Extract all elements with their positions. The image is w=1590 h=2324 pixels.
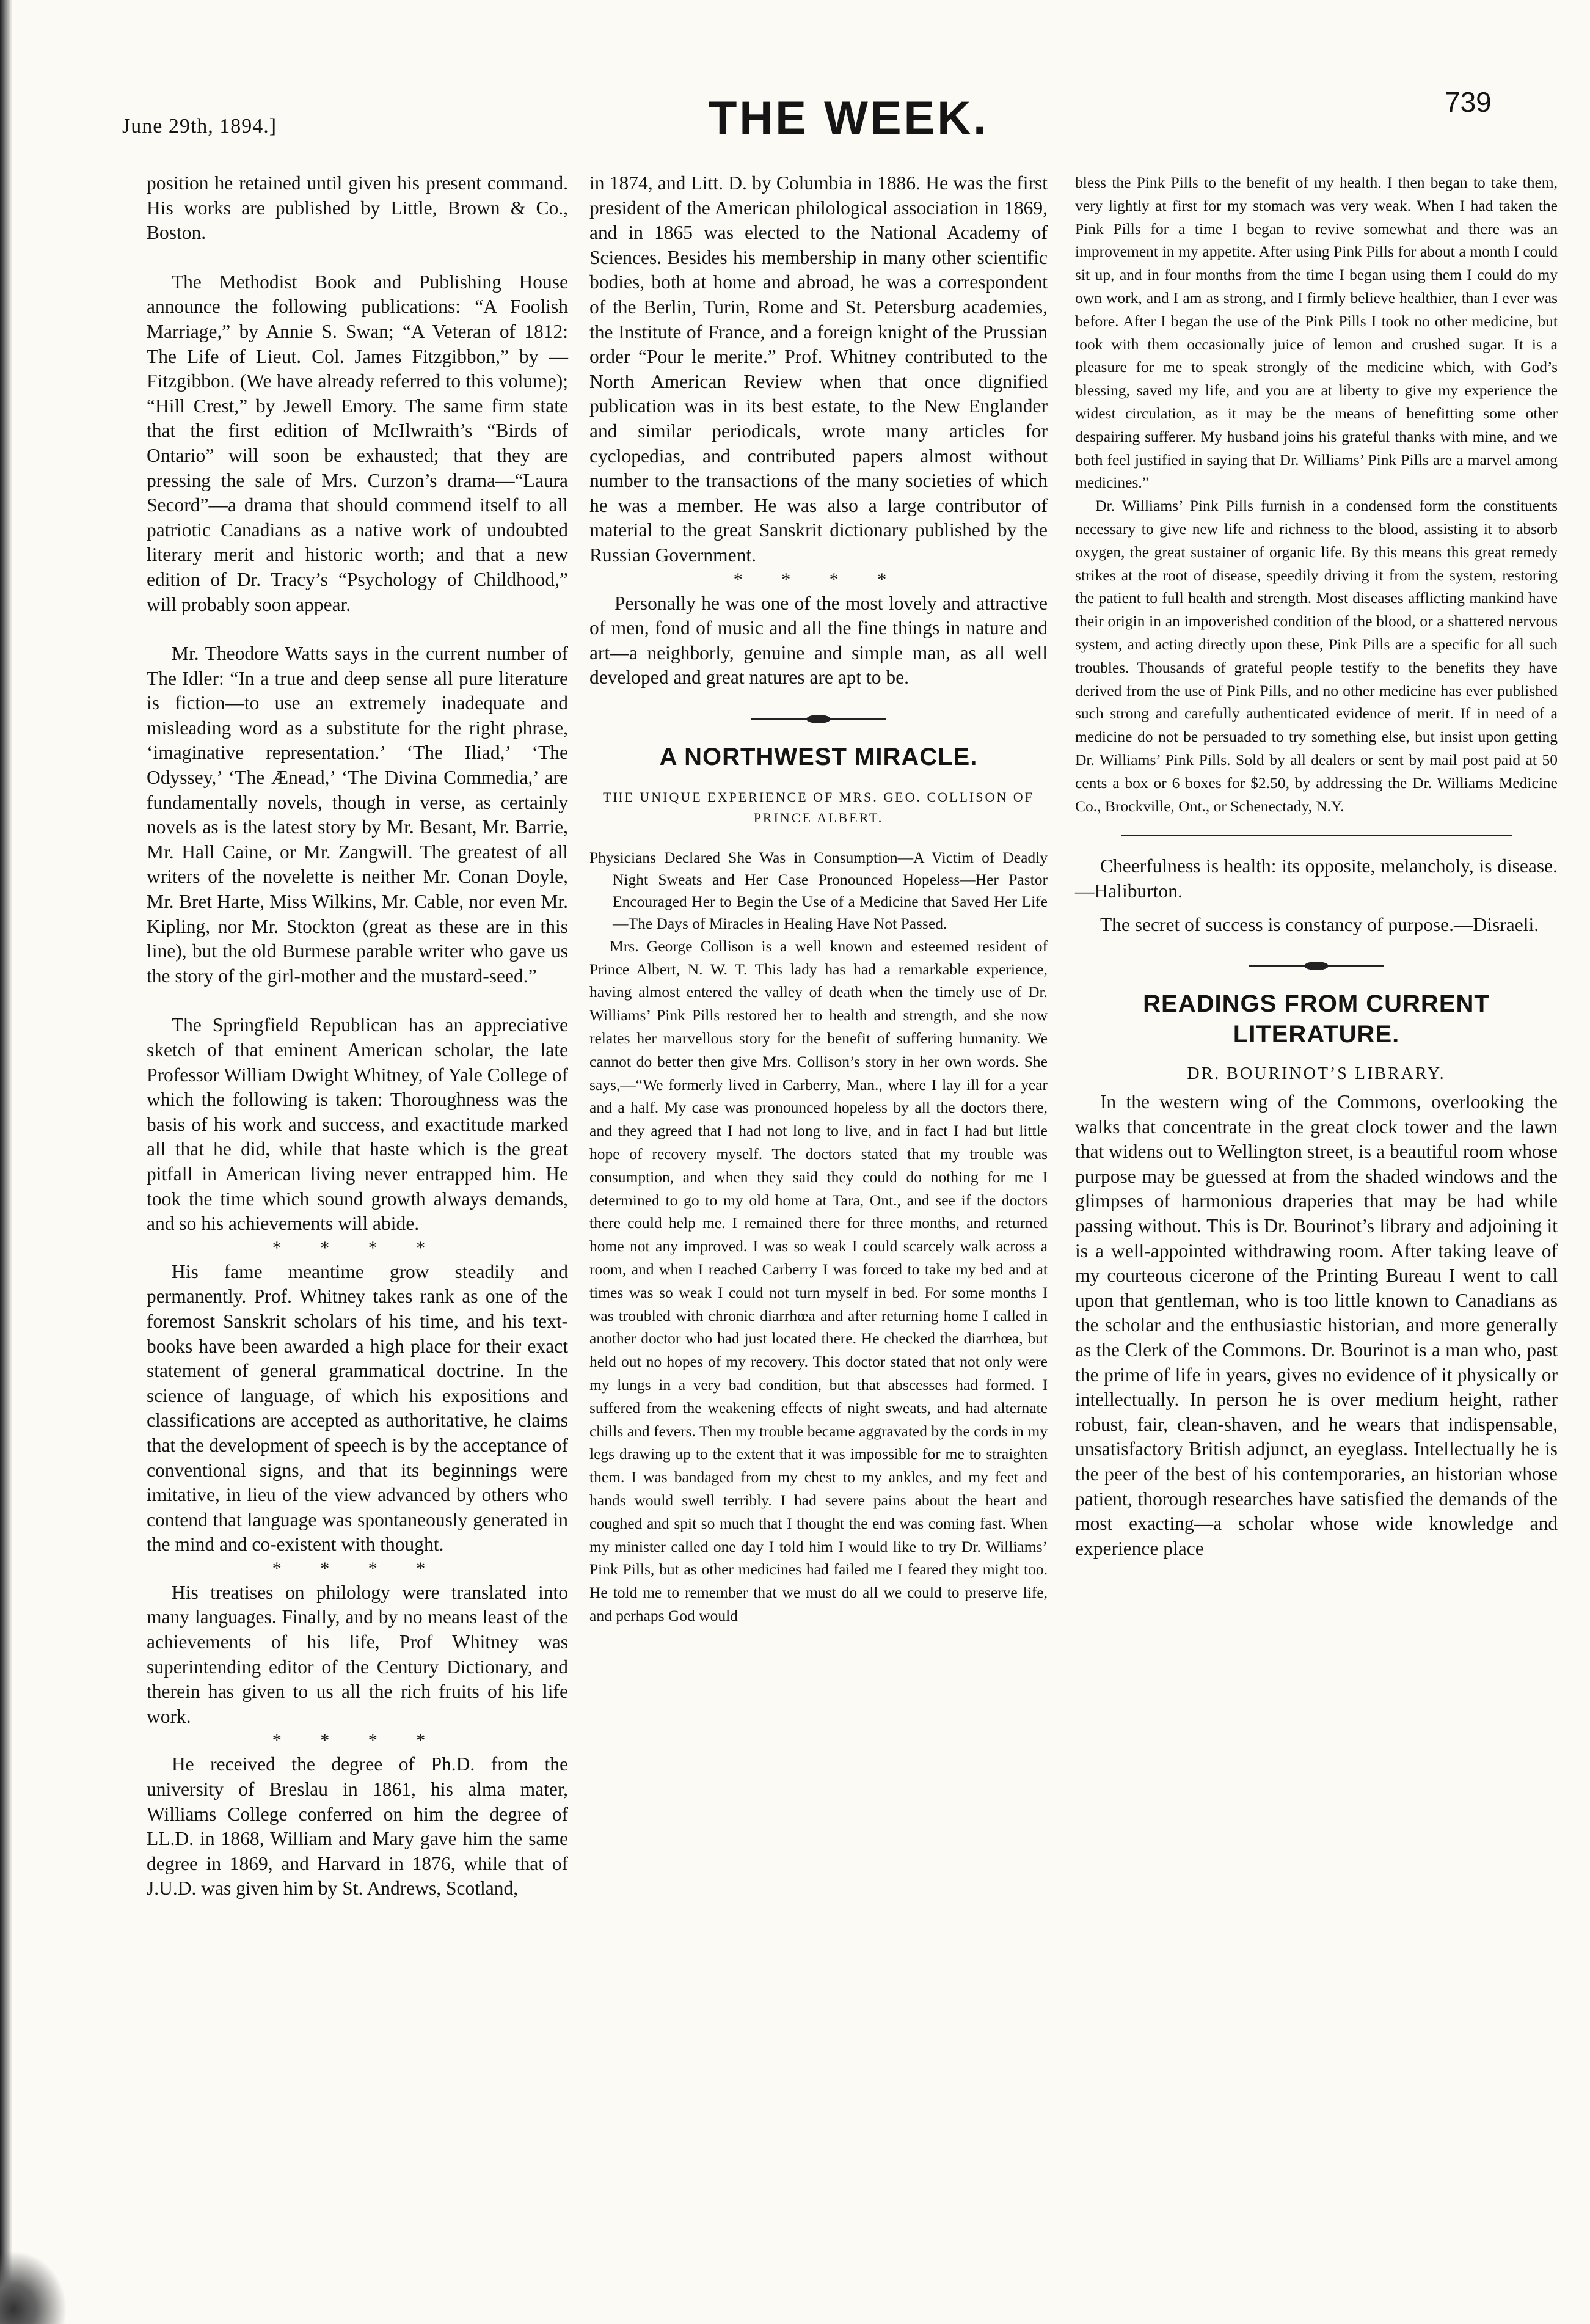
article-summary: Physicians Declared She Was in Consumption—A Victim of Deadly Night Sweats and Her Case Pronounced Hopeless—Her Pastor Encouraged Her to Begin the Use of a Medicine that Saved Her Life—The Days of Miracles in Healing Have Not Passed. bbox=[589, 848, 1048, 932]
paragraph: Dr. Williams’ Pink Pills furnish in a condensed form the constituents necessary to give new life and richness to the blood, assisting it to absorb oxygen, the great sustainer of organic life. By this means this great remedy strikes at the root of disease, speedily driving it from the system, restoring the patient to full health and strength. Most diseases afflicting mankind have their origin in an impoverished condition of the blood, or a shattered nervous system, and acting directly upon these, Pink Pills are a specific for all such troubles. Thousands of grateful people testify to the benefits they have derived from the use of Pink Pills, and no other medicine has ever published such strong and carefully authenticated evidence of merit. If in need of a medicine do not be persuaded to try something else, but insist upon getting Dr. Williams’ Pink Pills. Sold by all dealers or sent by mail post paid at 50 cents a box or 6 boxes for $2.50, by addressing the Dr. Williams Medicine Co., Brockville, Ont., or Schenectady, N.Y. bbox=[1075, 497, 1558, 815]
page-corner-blot bbox=[0, 2251, 67, 2324]
section-divider-stars: * * * * bbox=[272, 1558, 443, 1579]
quote: The secret of success is constancy of purpose.—Disraeli. bbox=[1100, 913, 1539, 935]
ornamental-rule bbox=[1249, 962, 1384, 970]
paragraph: bless the Pink Pills to the benefit of my health. I then began to take them, very lightly at first for my stomach was very weak. When I had taken the Pink Pills for a time I began to revive somewhat and there was an improvement in my appetite. After using Pink Pills for about a month I could sit up, and in four months from the time I began using them I could do my own work, and I am as strong, and I firmly believe healthier, than I ever was before. After I began the use of the Pink Pills I took no other medicine, but took with them occasionally juice of lemon and crushed sugar. It is a pleasure for me to speak strongly of the medicine which, with God’s blessing, saved my life, and you are at liberty to give my experience the widest circulation, as it may be the means of benefitting some other despairing sufferer. My husband joins his grateful thanks with mine, and we both feel justified in saying that Dr. Williams’ Pink Pills are a marvel among medicines.” bbox=[1075, 174, 1558, 492]
column-rule bbox=[1121, 831, 1512, 839]
paragraph: In the western wing of the Commons, overlooking the walks that concentrate in the great clock tower and the lawn that widens out to Wellington street, is a beautiful room whose purpose may be guessed at from the shaded windows and the glimpses of harmonious draperies that may be had while passing without. This is Dr. Bourinot’s library and adjoining it is a well-appointed withdrawing room. After taking leave of my courteous cicerone of the Printing Bureau I went to call upon that gentleman, who is too little known to Canadians as the scholar and the enthusiastic historian, and more generally as the Clerk of the Commons. Dr. Bourinot is a man who, past the prime of life in years, gives no evidence of it physically or intellectually. In person he is over medium height, rather robust, fair, clean-shaven, and he wears that indispensable, unsatisfactory British adjunct, an eyeglass. Intellectually he is the peer of the best of his contemporaries, an historian whose patient, thorough researches have satisfied the demands of the most exacting—a scholar whose wide knowledge and experience place bbox=[1075, 1091, 1558, 1559]
column-2 bbox=[589, 171, 1048, 1628]
article-title: A NORTHWEST MIRACLE. bbox=[659, 743, 978, 770]
paragraph: His fame meantime grow steadily and permanently. Prof. Whitney takes rank as one of the foremost Sanskrit scholars of his time, and his text-books have been awarded a high place for their exact statement of general grammatical doctrine. In the science of language, of which his expositions and classifications are accepted as authoritative, he claims that the development of speech is by the acceptance of conventional signs, and that its beginnings were imitative, in lieu of the view advanced by others who contend that language was spontaneously generated in the mind and co-existent with thought. bbox=[147, 1260, 568, 1555]
ornamental-rule bbox=[751, 715, 886, 723]
issue-date: June 29th, 1894.] bbox=[122, 115, 277, 137]
paragraph: The Methodist Book and Publishing House announce the following publications: “A Foolish Marriage,” by Annie S. Swan; “A Veteran of 1812: The Life of Lieut. Col. James Fitzgibbon,” by — Fitzgibbon. (We have already referred to this volume); “Hill Crest,” by Jewell Emory. The same firm state that the first edition of McIlwraith’s “Birds of Ontario” will soon be exhausted; that they are pressing the sale of Mrs. Curzon’s drama—“Laura Secord”—a drama that should commend itself to all patriotic Canadians as a native work of undoubted literary merit and historic worth; and that a new edition of Dr. Tracy’s “Psychology of Childhood,” will probably soon appear. bbox=[147, 271, 568, 615]
paragraph: His treatises on philology were translated into many languages. Finally, and by no means least of the achievements of his life, Prof Whitney was superintending editor of the Century Dictionary, and therein has given to us all the rich fruits of his life work. bbox=[147, 1581, 568, 1727]
paragraph: Mrs. George Collison is a well known and esteemed resident of Prince Albert, N. W. T. This lady has had a remarkable experience, having almost entered the valley of death when the timely use of Dr. Williams’ Pink Pills restored her to health and strength, and she now relates her marvellous story for the benefit of suffering humanity. We cannot do better then give Mrs. Collison’s story in her own words. She says,—“We formerly lived in Carberry, Man., where I lay ill for a year and a half. My case was pronounced hopeless by all the doctors there, and they agreed that I had not long to live, and in fact I had but little hope of recovery myself. The doctors stated that my trouble was consumption, and when they said they could do nothing for me I determined to go to my old home at Tara, Ont., and see if the doctors there could help me. I remained there for three months, and returned home not any improved. I was so weak I could scarcely walk across a room, and when I reached Carberry I was forced to take my bed and at times was so weak I could not turn myself in bed. For some months I was troubled with chronic diarrhœa and after returning home I called in another doctor who had just located there. He checked the diarrhœa, but held out no hopes of my recovery. This doctor stated that not only were my lungs in a very bad condition, but that abscesses had formed. I suffered from the weakening effects of night sweats, and had alternate chills and fevers. Then my trouble became aggravated by the cords in my legs drawing up to the extent that it was impossible for me to straighten them. I was bandaged from my chest to my ankles, and my feet and hands would swell terribly. I had severe pains about the heart and coughed and spit so much that I thought the end was coming fast. When my minister called one day I told him I would like to try Dr. Williams’ Pink Pills, but as other medicines had failed me I feared they might too. He told me to remember that we must do all we could to preserve life, and perhaps God would bbox=[589, 937, 1048, 1624]
article-subtitle: THE UNIQUE EXPERIENCE OF MRS. GEO. COLLISON OF PRINCE ALBERT. bbox=[603, 789, 1034, 825]
paragraph: The Springfield Republican has an appreciative sketch of that eminent American scholar, the late Professor William Dwight Whitney, of Yale College of which the following is taken: Thoroughness was the basis of his work and success, and exactitude marked all that he did, while that haste which is the great pitfall in American living never entrapped him. He took the time which sound growth always demands, and so his achievements will abide. bbox=[147, 1014, 568, 1235]
paragraph: Mr. Theodore Watts says in the current number of The Idler: “In a true and deep sense all pure literature is fiction—to use an extremely inadequate and misleading word as a substitute for the right phrase, ‘imaginative representation.’ ‘The Iliad,’ ‘The Odyssey,’ ‘The Ænead,’ ‘The Divina Commedia,’ are fundamentally novels, though in verse, as certainly novels as is the latest story by Mr. Besant, Mr. Barrie, Mr. Hall Caine, or Mr. Zangwill. The greatest of all writers of the novelette is neither Mr. Conan Doyle, Mr. Bret Harte, Miss Wilkins, Mr. Cable, nor even Mr. Kipling, nor Mr. Stockton (great as these are in this line), but the old Burmese parable writer who gave us the story of the girl-mother and the mustard-seed.” bbox=[147, 643, 568, 987]
masthead: THE WEEK. bbox=[709, 92, 989, 144]
section-divider-stars: * * * * bbox=[272, 1237, 443, 1258]
paragraph: position he retained until given his present command. His works are published by Little, Brown & Co., Boston. bbox=[147, 172, 568, 244]
section-divider-stars: * * * * bbox=[272, 1730, 443, 1751]
quote: Cheerfulness is health: its opposite, melancholy, is disease.—Haliburton. bbox=[1075, 855, 1558, 902]
section-divider-stars: * * * * bbox=[733, 569, 904, 590]
column-1 bbox=[147, 171, 568, 1901]
section-subtitle: DR. BOURINOT’S LIBRARY. bbox=[1187, 1064, 1446, 1084]
page-number: 739 bbox=[1445, 86, 1492, 118]
column-3 bbox=[1075, 171, 1558, 1561]
section-title: READINGS FROM CURRENT LITERATURE. bbox=[1143, 990, 1490, 1048]
paragraph: He received the degree of Ph.D. from the university of Breslau in 1861, his alma mater, Williams College conferred on him the degree of LL.D. in 1868, William and Mary gave him the same degree in 1869, and Harvard in 1876, while that of J.U.D. was given him by St. Andrews, Scotland, bbox=[147, 1753, 568, 1899]
paragraph: Personally he was one of the most lovely and attractive of men, fond of music and all the fine things in nature and art—a neighborly, genuine and simple man, as all well developed and great natures are apt to be. bbox=[589, 592, 1048, 689]
page-edge-shadow bbox=[0, 0, 12, 2324]
paragraph: in 1874, and Litt. D. by Columbia in 1886. He was the first president of the American philological association in 1869, and in 1865 was elected to the National Academy of Sciences. Besides his membership in many other scientific bodies, both at home and abroad, he was a correspondent of the Berlin, Turin, Rome and St. Petersburg academies, the Institute of France, and a foreign knight of the Prussian order “Pour le merite.” Prof. Whitney contributed to the North American Review when that once dignified publication was in its best estate, to the New Englander and similar periodicals, wrote many articles for cyclopedias, and contributed papers almost without number to the transactions of the many societies of which he was a member. He was also a large contributor of material to the great Sanskrit dictionary published by the Russian Government. bbox=[589, 172, 1048, 566]
